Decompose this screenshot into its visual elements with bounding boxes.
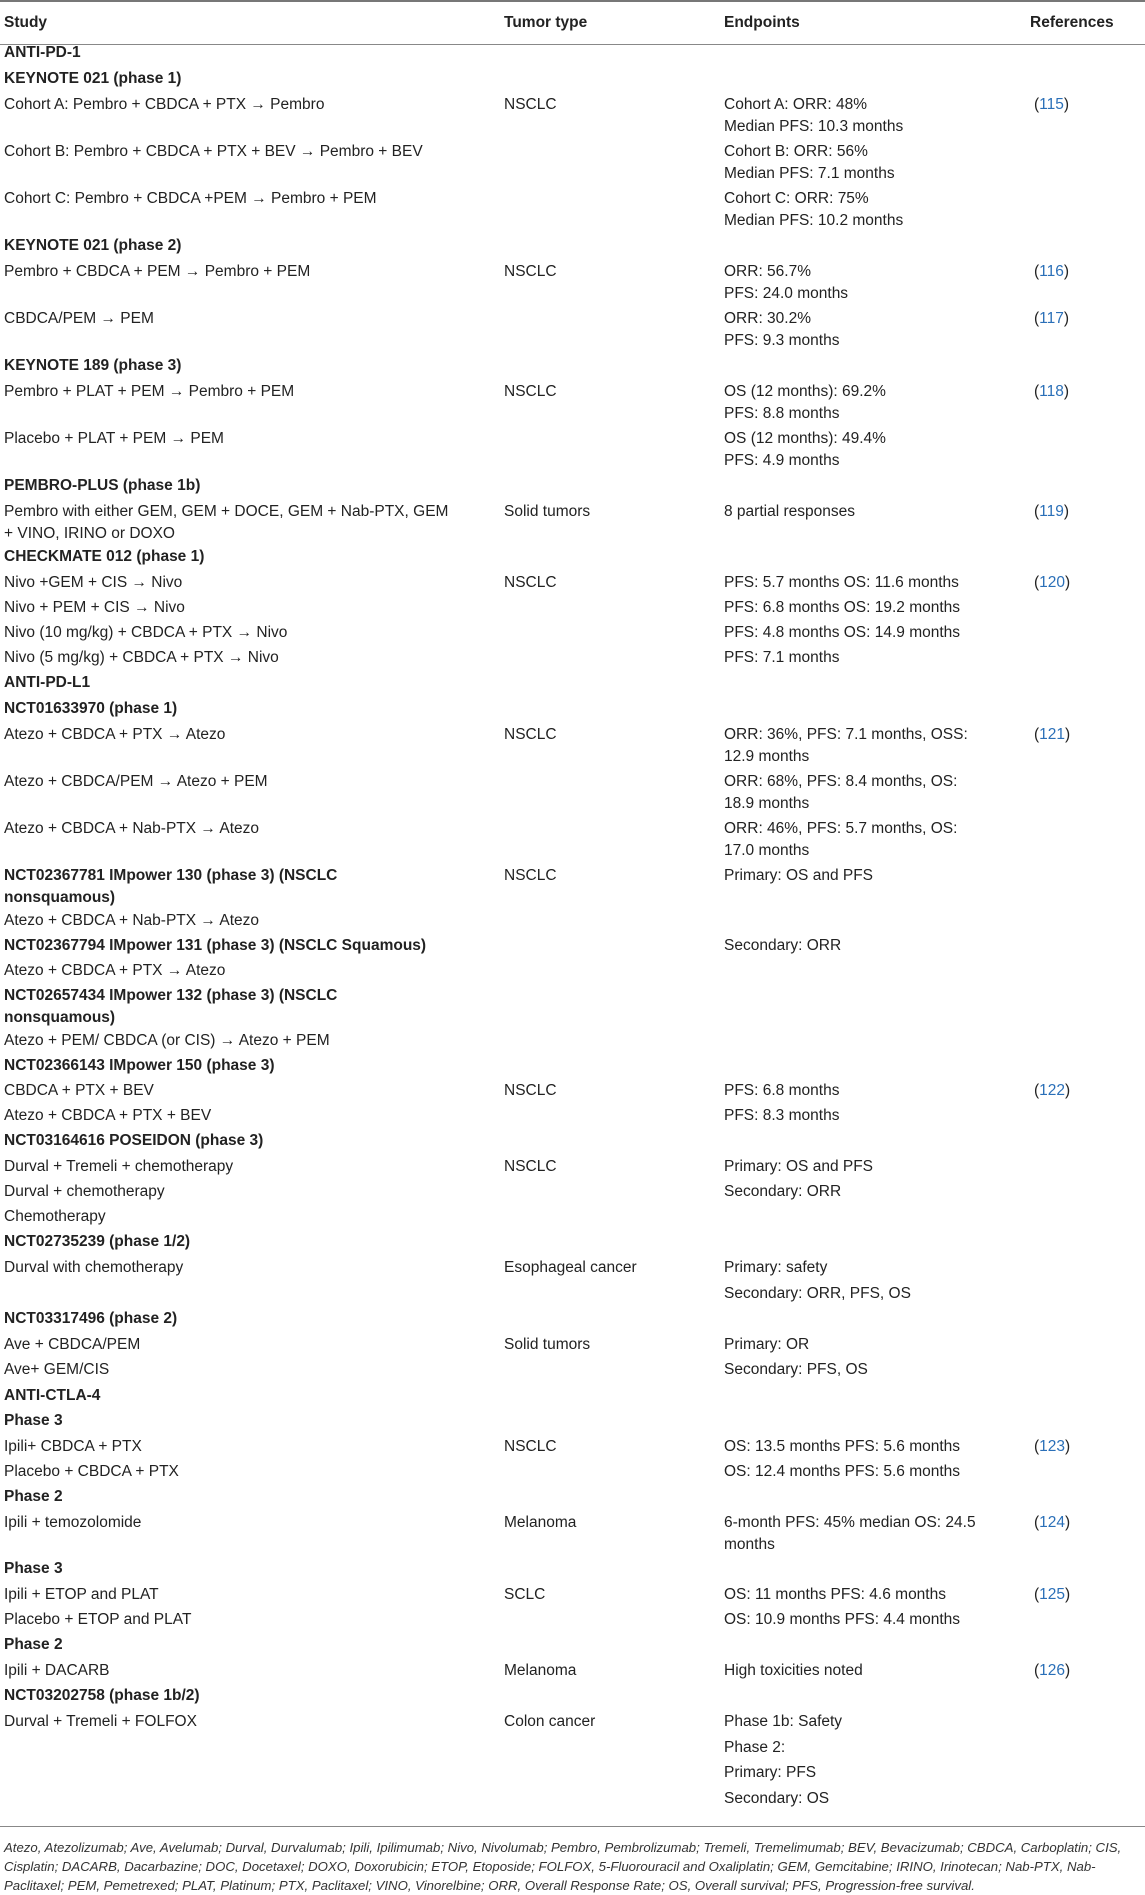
row-study-cell: KEYNOTE 189 (phase 3) (4, 357, 182, 374)
header-references: References (1030, 14, 1114, 31)
row-endpoints-cell: OS: 12.4 months PFS: 5.6 months (724, 1463, 961, 1480)
row-study-cell: Pembro + CBDCA + PEM → Pembro + PEM (4, 263, 311, 280)
row-endpoints-cell: Cohort A: ORR: 48% (724, 96, 868, 113)
row-study-cell: NCT01633970 (phase 1) (4, 700, 178, 717)
row-endpoints-cell: 8 partial responses (724, 503, 855, 520)
row-study-cell: Cohort A: Pembro + CBDCA + PTX → Pembro (4, 96, 325, 113)
row-study-cell: Atezo + CBDCA + PTX → Atezo (4, 726, 226, 743)
row-study-cell: NCT03317496 (phase 2) (4, 1310, 178, 1327)
row-endpoints-cell: PFS: 8.8 months (724, 404, 840, 422)
row-endpoints-cell: OS (12 months): 69.2% (724, 383, 886, 400)
row-study-cell: Atezo + CBDCA + PTX → Atezo (4, 962, 226, 979)
row-endpoints-cell: PFS: 24.0 months (724, 284, 849, 302)
row-reference-cell (1034, 572, 1070, 594)
row-study-cell: Phase 2 (4, 1488, 63, 1505)
row-endpoints-cell: PFS: 5.7 months OS: 11.6 months (724, 574, 959, 591)
reference-link[interactable]: 126 (1039, 1662, 1066, 1679)
row-endpoints-cell: ORR: 30.2% (724, 310, 812, 327)
reference-paren: ) (1063, 383, 1070, 400)
header-study: Study (4, 14, 48, 31)
reference-paren: ) (1063, 310, 1070, 327)
row-tumor-cell: NSCLC (504, 383, 557, 400)
row-study-cell: KEYNOTE 021 (phase 2) (4, 237, 182, 254)
row-endpoints-cell: ORR: 36%, PFS: 7.1 months, OSS: (724, 726, 968, 743)
reference-paren: ( (1034, 1082, 1040, 1099)
row-study-cell: NCT02367794 IMpower 131 (phase 3) (NSCLC Squamous) (4, 937, 427, 954)
row-endpoints-cell: PFS: 6.8 months (724, 1082, 840, 1099)
row-tumor-cell: NSCLC (504, 1158, 557, 1175)
row-reference-cell (1034, 1080, 1070, 1102)
row-study-cell: NCT03164616 POSEIDON (phase 3) (4, 1132, 264, 1149)
reference-paren: ( (1034, 1586, 1040, 1603)
row-endpoints-cell: Primary: PFS (724, 1764, 817, 1781)
row-tumor-cell: Solid tumors (504, 1336, 591, 1353)
row-tumor-cell: NSCLC (504, 726, 557, 743)
row-study-cell: Ipili+ CBDCA + PTX (4, 1438, 142, 1455)
reference-link[interactable]: 121 (1039, 726, 1066, 743)
reference-paren: ) (1063, 96, 1070, 113)
row-tumor-cell: NSCLC (504, 1438, 557, 1455)
row-reference-cell (1034, 724, 1070, 746)
row-endpoints-cell: PFS: 8.3 months (724, 1107, 840, 1124)
row-endpoints-cell: Cohort B: ORR: 56% (724, 143, 868, 160)
row-tumor-cell: NSCLC (504, 263, 557, 280)
row-study-cell: Durval + Tremeli + chemotherapy (4, 1158, 234, 1175)
row-study-cell: Placebo + PLAT + PEM → PEM (4, 430, 224, 447)
reference-paren: ) (1065, 1514, 1071, 1531)
header-tumor-type: Tumor type (504, 14, 588, 31)
row-tumor-cell: Melanoma (504, 1662, 577, 1679)
row-endpoints-cell: Primary: safety (724, 1259, 828, 1276)
row-endpoints-cell: PFS: 9.3 months (724, 331, 840, 349)
reference-paren: ) (1065, 1662, 1071, 1679)
row-tumor-cell: SCLC (504, 1586, 546, 1603)
row-reference-cell (1034, 261, 1069, 283)
row-study-cell: Nivo + PEM + CIS → Nivo (4, 599, 185, 616)
row-endpoints-cell: OS: 10.9 months PFS: 4.4 months (724, 1611, 961, 1628)
reference-paren: ( (1034, 310, 1040, 327)
row-study-cell: Atezo + CBDCA + Nab-PTX → Atezo (4, 820, 260, 837)
row-study-cell: Ave + CBDCA/PEM (4, 1336, 141, 1353)
table-bottom-rule (0, 1826, 1145, 1827)
row-endpoints-cell: ORR: 56.7% (724, 263, 812, 280)
row-study-cell: Atezo + CBDCA/PEM → Atezo + PEM (4, 773, 268, 790)
row-endpoints-cell: 18.9 months (724, 794, 810, 812)
row-study-cell: ANTI-PD-L1 (4, 674, 91, 691)
reference-link[interactable]: 118 (1039, 383, 1064, 400)
row-study-cell: Nivo (5 mg/kg) + CBDCA + PTX → Nivo (4, 649, 279, 666)
reference-paren: ) (1065, 1586, 1071, 1603)
row-study-cell: Ave+ GEM/CIS (4, 1361, 110, 1378)
reference-paren: ( (1034, 503, 1040, 520)
row-tumor-cell: NSCLC (504, 1082, 557, 1099)
row-study-cell: Placebo + ETOP and PLAT (4, 1611, 192, 1628)
reference-paren: ) (1065, 1438, 1071, 1455)
row-endpoints-cell: months (724, 1535, 775, 1553)
row-study-cell: CHECKMATE 012 (phase 1) (4, 548, 205, 565)
row-endpoints-cell: 17.0 months (724, 841, 810, 859)
reference-paren: ) (1065, 574, 1071, 591)
table-top-rule (0, 0, 1145, 2)
row-study-cell: Placebo + CBDCA + PTX (4, 1463, 179, 1480)
row-study-cell: NCT03202758 (phase 1b/2) (4, 1687, 200, 1704)
row-study-cell: Pembro with either GEM, GEM + DOCE, GEM + Nab-PTX, GEM (4, 503, 449, 520)
reference-paren: ( (1034, 574, 1040, 591)
reference-paren: ) (1065, 726, 1071, 743)
row-endpoints-cell: ORR: 68%, PFS: 8.4 months, OS: (724, 773, 958, 790)
row-study-cell: CBDCA + PTX + BEV (4, 1082, 154, 1099)
row-study-cell: Nivo (10 mg/kg) + CBDCA + PTX → Nivo (4, 624, 288, 641)
reference-link[interactable]: 119 (1039, 503, 1064, 520)
row-reference-cell (1034, 1584, 1070, 1606)
row-tumor-cell: Colon cancer (504, 1713, 596, 1730)
row-endpoints-cell: 6-month PFS: 45% median OS: 24.5 (724, 1514, 976, 1531)
row-study-cell: Atezo + CBDCA + Nab-PTX → Atezo (4, 912, 260, 929)
reference-paren: ( (1034, 263, 1040, 280)
reference-link[interactable]: 116 (1039, 263, 1064, 280)
row-study-cell: PEMBRO-PLUS (phase 1b) (4, 477, 201, 494)
row-reference-cell (1034, 1512, 1070, 1534)
reference-link[interactable]: 122 (1039, 1082, 1066, 1099)
row-endpoints-cell: Secondary: OS (724, 1789, 830, 1807)
row-study-cell: Cohort C: Pembro + CBDCA +PEM → Pembro + PEM (4, 190, 377, 207)
row-study-cell: nonsquamous) (4, 888, 116, 906)
row-study-cell: + VINO, IRINO or DOXO (4, 524, 175, 542)
row-endpoints-cell: Cohort C: ORR: 75% (724, 190, 869, 207)
reference-link[interactable]: 115 (1039, 96, 1064, 113)
row-study-cell: NCT02657434 IMpower 132 (phase 3) (NSCLC (4, 987, 338, 1004)
reference-link[interactable]: 125 (1039, 1586, 1066, 1603)
row-study-cell: Phase 2 (4, 1636, 63, 1653)
reference-link[interactable]: 117 (1039, 310, 1064, 327)
row-study-cell: CBDCA/PEM → PEM (4, 310, 154, 327)
row-tumor-cell: NSCLC (504, 96, 557, 113)
reference-link[interactable]: 120 (1039, 574, 1066, 591)
reference-paren: ( (1034, 1438, 1040, 1455)
reference-paren: ) (1065, 1082, 1071, 1099)
row-endpoints-cell: PFS: 4.8 months OS: 14.9 months (724, 624, 961, 641)
row-endpoints-cell: Median PFS: 10.3 months (724, 117, 904, 135)
row-study-cell: Ipili + temozolomide (4, 1514, 142, 1531)
row-endpoints-cell: PFS: 6.8 months OS: 19.2 months (724, 599, 961, 616)
row-tumor-cell: Solid tumors (504, 503, 591, 520)
row-study-cell: NCT02735239 (phase 1/2) (4, 1233, 191, 1250)
row-endpoints-cell: High toxicities noted (724, 1662, 863, 1679)
reference-paren: ( (1034, 96, 1040, 113)
reference-paren: ( (1034, 1514, 1040, 1531)
row-study-cell: Nivo +GEM + CIS → Nivo (4, 574, 183, 591)
row-endpoints-cell: OS: 13.5 months PFS: 5.6 months (724, 1438, 961, 1455)
row-endpoints-cell: OS: 11 months PFS: 4.6 months (724, 1586, 946, 1603)
row-study-cell: KEYNOTE 021 (phase 1) (4, 70, 182, 87)
footnote: Atezo, Atezolizumab; Ave, Avelumab; Durval, Durvalumab; Ipili, Ipilimumab; Nivo, Nivolumab; Pembro, Pembrolizumab; Tremeli, Tremelimumab; BEV, Bevacizumab; CBDCA, Carboplatin; CIS, Cisplatin; DACARB, Dacarbazine; DOC, Docetaxel; DOXO, Doxorubicin; ETOP, Etoposide; FOLFOX, 5-Fluorouracil and Oxaliplatin; GEM, Gemcitabine; IRINO, Irinotecan; Nab-PTX, Nab-Paclitaxel; PEM, Pemetrexed; PLAT, Platinum; PTX, Paclitaxel; VINO, Vinorelbine; ORR, Overall Response Rate; OS, Overall survival; PFS, Progression-free survival. (4, 1840, 1122, 1893)
row-study-cell: Durval + chemotherapy (4, 1183, 165, 1200)
row-study-cell: Atezo + PEM/ CBDCA (or CIS) → Atezo + PEM (4, 1032, 330, 1049)
row-endpoints-cell: Secondary: ORR, PFS, OS (724, 1284, 911, 1302)
row-endpoints-cell: Secondary: ORR (724, 937, 842, 954)
reference-paren: ( (1034, 1662, 1040, 1679)
row-endpoints-cell: ORR: 46%, PFS: 5.7 months, OS: (724, 820, 958, 837)
row-study-cell: Durval + Tremeli + FOLFOX (4, 1713, 197, 1730)
row-study-cell: NCT02366143 IMpower 150 (phase 3) (4, 1057, 275, 1074)
row-endpoints-cell: Primary: OS and PFS (724, 867, 874, 884)
row-reference-cell (1034, 1436, 1070, 1458)
row-endpoints-cell: Phase 1b: Safety (724, 1713, 843, 1730)
row-study-cell: NCT02367781 IMpower 130 (phase 3) (NSCLC (4, 867, 338, 884)
row-reference-cell (1034, 308, 1069, 330)
reference-paren: ) (1063, 263, 1070, 280)
reference-paren: ) (1063, 503, 1070, 520)
row-reference-cell (1034, 381, 1069, 403)
row-tumor-cell: NSCLC (504, 574, 557, 591)
row-endpoints-cell: OS (12 months): 49.4% (724, 430, 886, 447)
row-endpoints-cell: Secondary: PFS, OS (724, 1361, 868, 1378)
row-study-cell: Phase 3 (4, 1560, 63, 1577)
row-study-cell: Pembro + PLAT + PEM → Pembro + PEM (4, 383, 295, 400)
header-rule (0, 44, 1145, 45)
row-endpoints-cell: Secondary: ORR (724, 1183, 842, 1200)
reference-paren: ( (1034, 383, 1040, 400)
row-reference-cell (1034, 94, 1069, 116)
row-endpoints-cell: Phase 2: (724, 1738, 786, 1756)
row-study-cell: Phase 3 (4, 1412, 63, 1429)
row-endpoints-cell: Median PFS: 10.2 months (724, 211, 904, 229)
row-endpoints-cell: PFS: 4.9 months (724, 451, 840, 469)
reference-link[interactable]: 124 (1039, 1514, 1066, 1531)
reference-paren: ( (1034, 726, 1040, 743)
row-endpoints-cell: Median PFS: 7.1 months (724, 164, 895, 182)
row-study-cell: Durval with chemotherapy (4, 1259, 184, 1276)
row-reference-cell (1034, 1660, 1070, 1682)
row-endpoints-cell: 12.9 months (724, 747, 810, 765)
row-endpoints-cell: PFS: 7.1 months (724, 649, 840, 666)
row-tumor-cell: Esophageal cancer (504, 1259, 637, 1276)
row-study-cell: Cohort B: Pembro + CBDCA + PTX + BEV → Pembro + BEV (4, 143, 423, 160)
row-reference-cell (1034, 501, 1069, 523)
row-study-cell: Atezo + CBDCA + PTX + BEV (4, 1107, 212, 1124)
row-endpoints-cell: Primary: OS and PFS (724, 1158, 874, 1175)
row-study-cell: Ipili + ETOP and PLAT (4, 1586, 159, 1603)
header-endpoints: Endpoints (724, 14, 800, 31)
row-endpoints-cell: Primary: OR (724, 1336, 810, 1353)
row-tumor-cell: Melanoma (504, 1514, 577, 1531)
row-study-cell: nonsquamous) (4, 1008, 116, 1026)
row-study-cell: Ipili + DACARB (4, 1662, 110, 1679)
row-study-cell: Chemotherapy (4, 1208, 106, 1225)
reference-link[interactable]: 123 (1039, 1438, 1066, 1455)
row-tumor-cell: NSCLC (504, 867, 557, 884)
row-study-cell: ANTI-PD-1 (4, 44, 81, 61)
row-study-cell: ANTI-CTLA-4 (4, 1387, 101, 1404)
